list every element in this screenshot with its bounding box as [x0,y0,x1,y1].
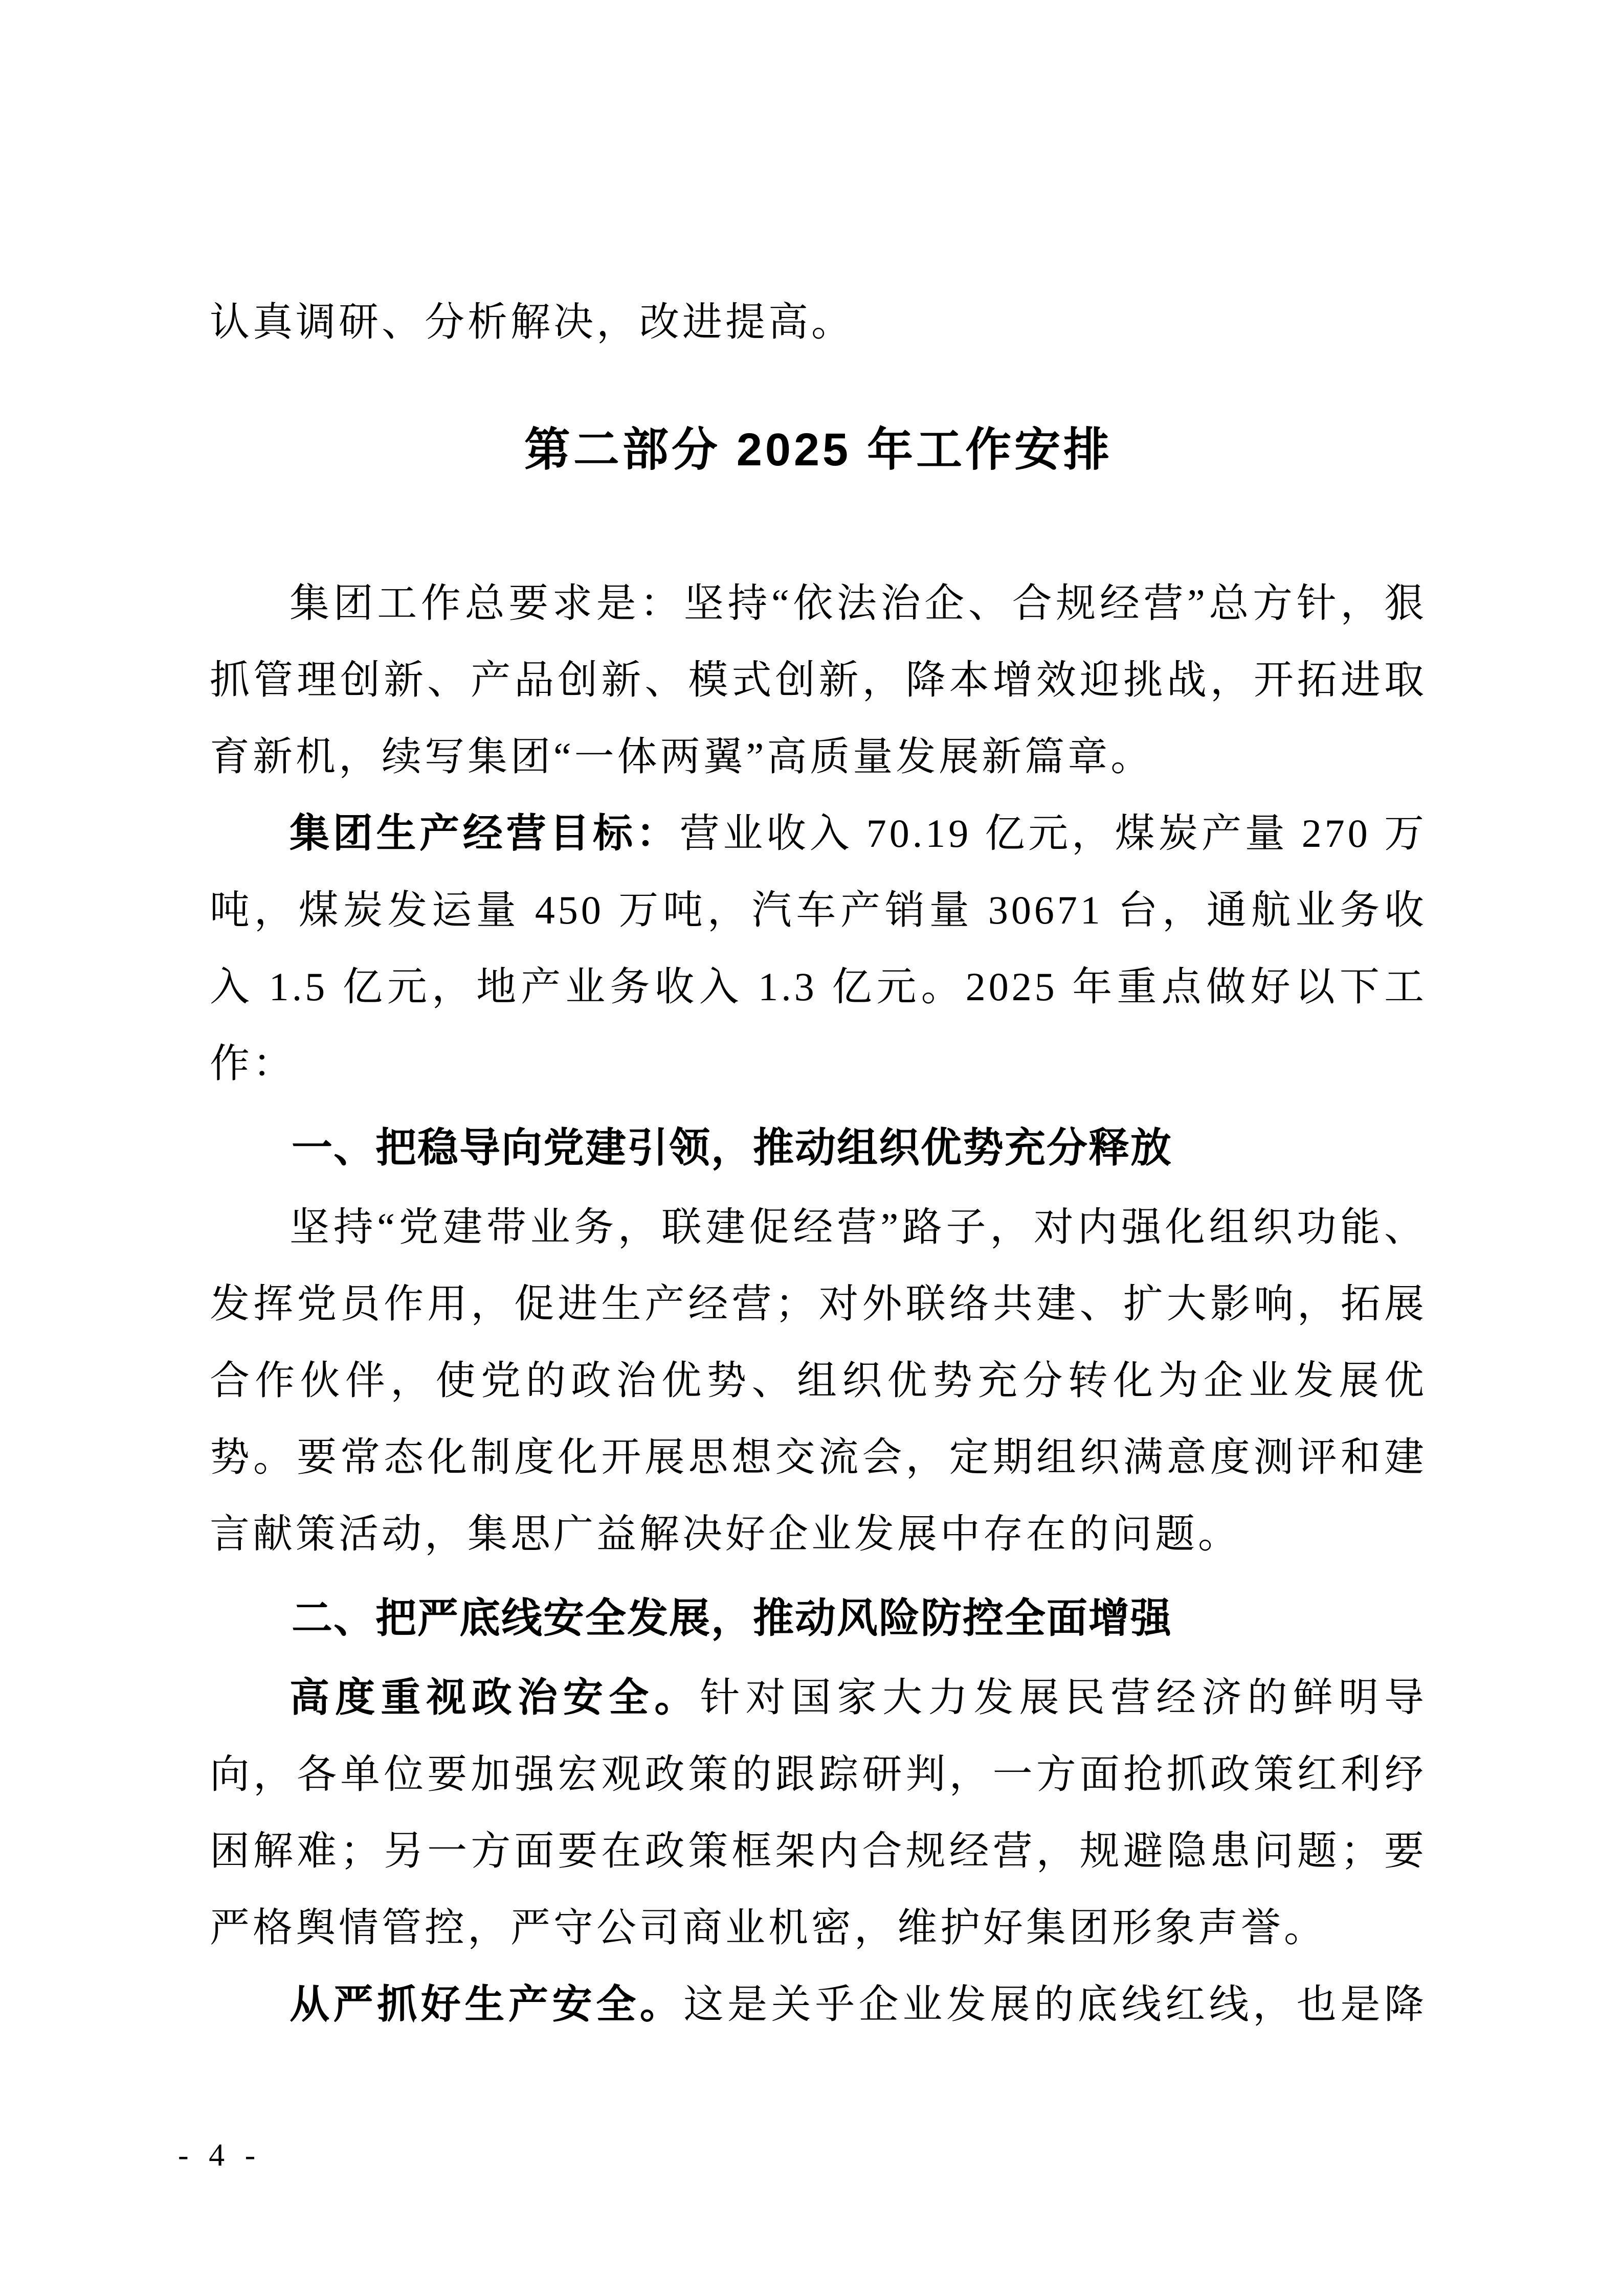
paragraph-production-targets [210,795,1427,1102]
production-safety-rest-text: 这是关乎企业发展的底线红线，也是降 [683,1982,1427,2027]
paragraph-section-one: 坚持“党建带业务，联建促经营”路子，对内强化组织功能、发挥党员作用，促进生产经营；对外联络共建、扩大影响，拓展合作伙伴，使党的政治优势、组织优势充分转化为企业发展优势。要常态化制度化开展思想交流会，定期组织满意度测评和建言献策活动，集思广益解决好企业发展中存在的问题。 [210,1205,1427,1556]
political-safety-rest-text: 针对国家大力发展民营经济的鲜明导向，各单位要加强宏观政策的跟踪研判，一方面抢抓政策红利纾困解难；另一方面要在政策框架内合规经营，规避隐患问题；要严格舆情管控，严守公司商业机密，维护好集团形象声誉。 [210,1675,1427,1950]
targets-lead-emphasis: 集团生产经营目标： [290,811,680,856]
section-two-heading: 二、把严底线安全发展，推动风险防控全面增强 [292,1595,1172,1641]
political-safety-lead-emphasis: 高度重视政治安全。 [290,1675,700,1720]
paragraph-production-safety [210,1966,1427,2043]
part-two-heading: 第二部分 2025 年工作安排 [524,424,1113,476]
section-one-heading: 一、把稳导向党建引领，推动组织优势充分释放 [292,1125,1172,1170]
targets-rest-text: 营业收入 70.19 亿元，煤炭产量 270 万吨，煤炭发运量 450 万吨，汽车产销量 30671 台，通航业务收入 1.5 亿元，地产业务收入 1.3 亿元。2025 年重点做好以下工作： [210,811,1427,1086]
paragraph-overall-requirements: 集团工作总要求是：坚持“依法治企、合规经营”总方针，狠抓管理创新、产品创新、模式创新，降本增效迎挑战，开拓进取育新机，续写集团“一体两翼”高质量发展新篇章。 [210,581,1427,779]
paragraph-continuation: 认真调研、分析解决，改进提高。 [210,300,855,344]
page-number: - 4 - [178,2138,262,2173]
paragraph-political-safety [210,1659,1427,1966]
production-safety-lead-emphasis: 从严抓好生产安全。 [290,1982,684,2027]
